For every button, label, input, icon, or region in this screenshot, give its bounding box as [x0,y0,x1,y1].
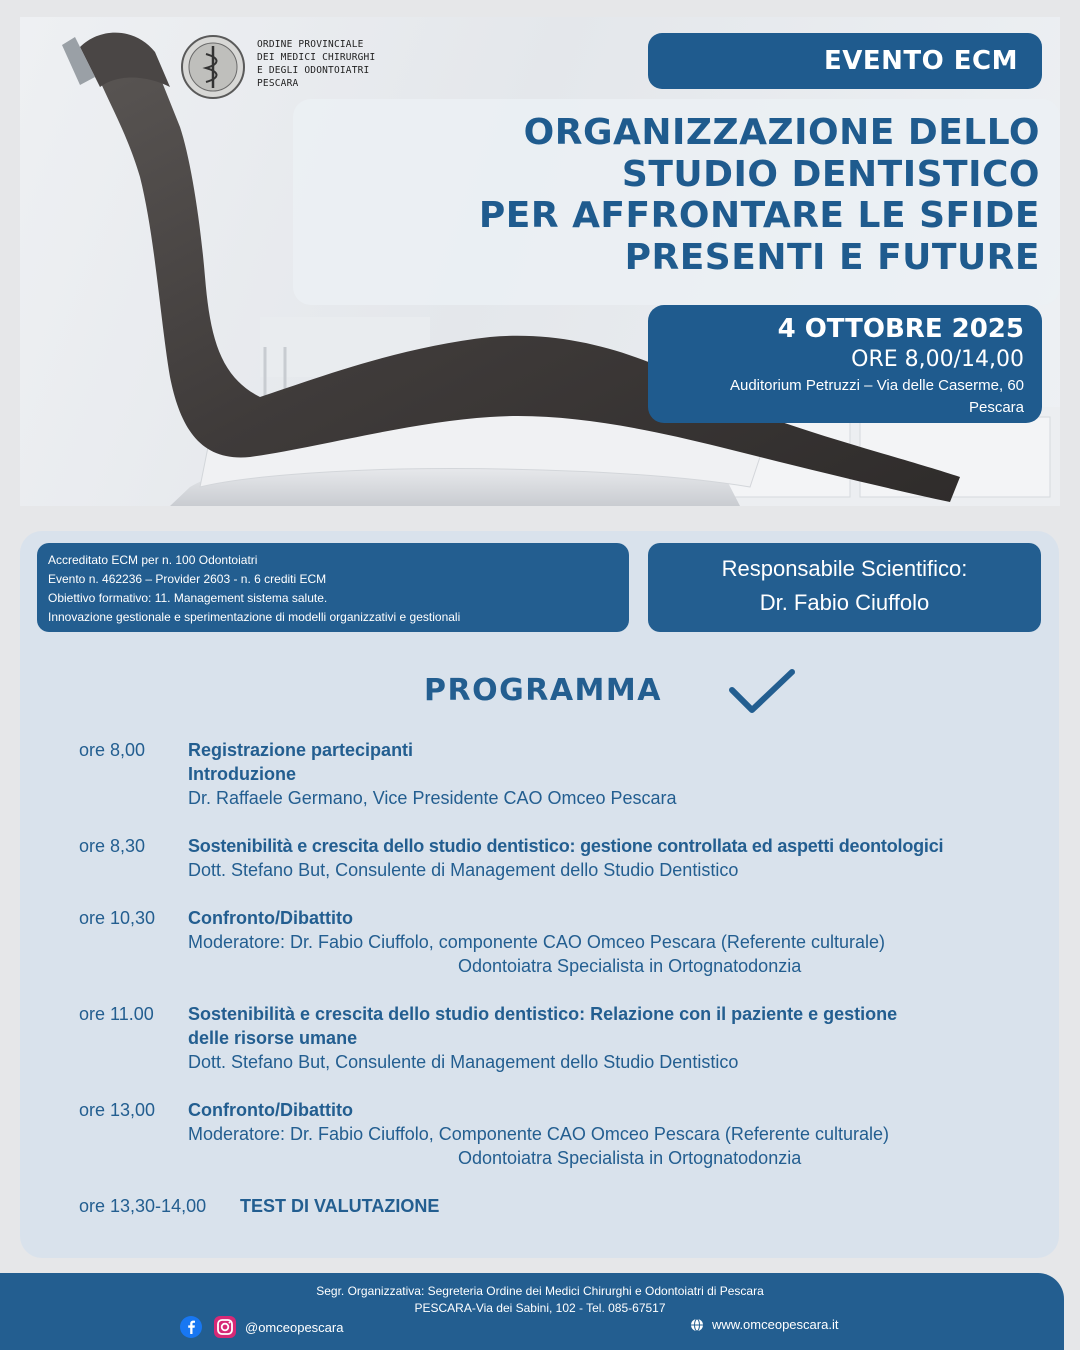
program-speaker: Moderatore: Dr. Fabio Ciuffolo, componente CAO Omceo Pescara (Referente culturale) [188,932,885,952]
program-heading: PROGRAMMA [424,673,662,708]
event-date: 4 OTTOBRE 2025 [777,314,1024,344]
footer-address: PESCARA-Via dei Sabini, 102 - Tel. 085-67517 [414,1301,666,1315]
program-time: ore 8,30 [79,836,146,856]
globe-icon [690,1318,704,1332]
social-links [179,1315,343,1339]
program-speaker: Dott. Stefano But, Consulente di Management dello Studio Dentistico [188,1052,739,1072]
responsible-label: Responsabile Scientifico: [721,556,968,581]
org-name-line: PESCARA [257,78,299,89]
facebook-icon[interactable] [179,1315,203,1339]
program-speaker: Dr. Raffaele Germano, Vice Presidente CAO Omceo Pescara [188,788,677,808]
footer [0,1273,1064,1350]
social-handle[interactable]: @omceopescara [245,1319,344,1335]
program-speaker: Odontoiatra Specialista in Ortognatodonzia [458,1148,802,1168]
org-seal-logo [180,34,246,100]
instagram-icon[interactable] [213,1315,237,1339]
accreditation-line: Obiettivo formativo: 11. Management sistema salute. [48,591,328,605]
org-name-line: DEI MEDICI CHIRURGHI [257,52,376,63]
title-line: PRESENTI E FUTURE [624,236,1040,278]
program-title: TEST DI VALUTAZIONE [240,1196,440,1216]
event-time: ORE 8,00/14,00 [851,347,1024,372]
accreditation-line: Accreditato ECM per n. 100 Odontoiatri [48,553,258,567]
program-title: Sostenibilità e crescita dello studio dentistico: gestione controllata ed aspetti deontologici [188,836,944,856]
event-city: Pescara [968,399,1024,416]
org-name-line: E DEGLI ODONTOIATRI [257,65,370,76]
website-link[interactable] [690,1317,838,1332]
program-time: ore 8,00 [79,740,146,760]
title-line: PER AFFRONTARE LE SFIDE [478,195,1040,236]
accreditation-line: Innovazione gestionale e sperimentazione di modelli organizzativi e gestionali [48,610,461,624]
program-title: Registrazione partecipanti [188,740,414,760]
event-type-badge: EVENTO ECM [648,33,1042,89]
event-venue: Auditorium Petruzzi – Via delle Caserme, 60 [729,377,1024,394]
program-time: ore 13,30-14,00 [79,1196,207,1216]
program-title: Confronto/Dibattito [188,908,353,928]
scientific-responsible-box [648,543,1041,632]
title-line: STUDIO DENTISTICO [621,153,1040,195]
program-speaker: Moderatore: Dr. Fabio Ciuffolo, Componente CAO Omceo Pescara (Referente culturale) [188,1124,889,1144]
program-time: ore 11.00 [79,1004,154,1024]
accreditation-line: Evento n. 462236 – Provider 2603 - n. 6 crediti ECM [48,572,327,586]
org-name-line: ORDINE PROVINCIALE [257,39,364,50]
program-title: Introduzione [188,764,296,784]
accreditation-box [37,543,629,632]
hero-section [20,17,1060,506]
title-line: ORGANIZZAZIONE DELLO [523,112,1040,153]
program-speaker: Dott. Stefano But, Consulente di Management dello Studio Dentistico [188,860,739,880]
program-time: ore 10,30 [79,908,156,928]
program-speaker: Odontoiatra Specialista in Ortognatodonzia [458,956,802,976]
program-title: Sostenibilità e crescita dello studio dentistico: Relazione con il paziente e gestione [188,1004,898,1024]
responsible-name: Dr. Fabio Ciuffolo [759,590,930,615]
program-time: ore 13,00 [79,1100,156,1120]
program-title: delle risorse umane [188,1028,358,1048]
event-title [280,112,1040,278]
org-name [257,38,375,90]
date-venue-badge [648,305,1042,423]
checkmark-icon [728,668,796,716]
program-title: Confronto/Dibattito [188,1100,353,1120]
website-url[interactable]: www.omceopescara.it [712,1317,839,1332]
footer-secretariat: Segr. Organizzativa: Segreteria Ordine dei Medici Chirurghi e Odontoiatri di Pescara [316,1284,764,1298]
